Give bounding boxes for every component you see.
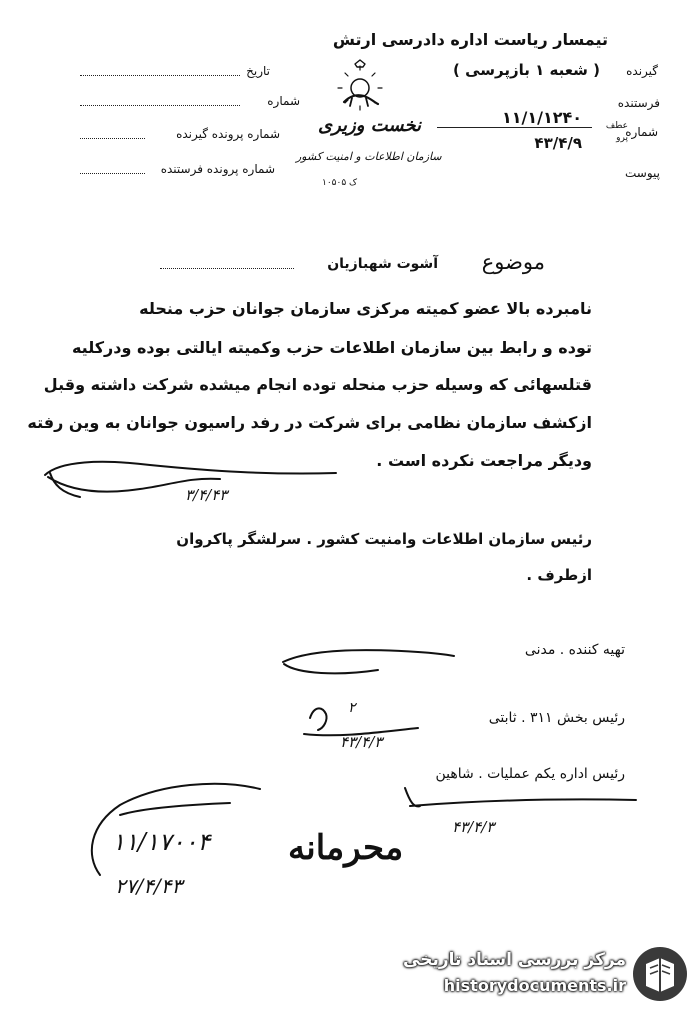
emblem-organization: سازمان اطلاعات و امنیت کشور [296, 150, 442, 163]
signatory-line: رئیس سازمان اطلاعات وامنیت کشور . سرلشگر پاکروان [176, 530, 592, 548]
number-underline [437, 127, 592, 128]
body-line-4: ازکشف سازمان نظامی برای شرکت در رفد راسیون جوانان به وین رفته [27, 413, 592, 432]
preparer-line: تهیه کننده . مدنی [524, 642, 625, 658]
handwritten-date-4: ۲۷/۴/۴۳ [115, 874, 183, 898]
body-line-2: توده و رابط بین سازمان اطلاعات حزب وکمیته ایالتی بوده ودرکلیه [71, 338, 592, 357]
watermark-url[interactable]: historydocuments.ir [443, 976, 626, 995]
section-head-line: رئیس بخش ۳۱۱ . ثابتی [488, 710, 625, 726]
date-field-label: تاریخ [246, 64, 270, 78]
handwritten-date-2: ۴۳/۴/۳ [340, 733, 383, 751]
subject-value: آشوت شهبازیان [327, 256, 438, 272]
watermark-title: مرکز بررسی اسناد تاریخی [403, 950, 626, 970]
subject-line [160, 268, 294, 269]
subject-label: موضوع [481, 250, 545, 274]
body-line-3: قتلسهائی که وسیله حزب منحله توده انجام میشده شرکت داشته وقبل [43, 375, 592, 394]
org-title: تیمسار ریاست اداره دادرسی ارتش [332, 30, 608, 49]
receiver-file-number-label: شماره پرونده گیرنده [176, 127, 280, 141]
signature-scribble-4 [400, 782, 640, 832]
signature-scribble-1 [40, 455, 340, 515]
confidential-stamp: محرمانه [288, 828, 404, 868]
body-line-1: نامبرده بالا عضو کمیته مرکزی سازمان جوانان حزب منحله [139, 299, 592, 318]
number-field-label: شماره [267, 94, 300, 108]
signature-scribble-2 [278, 640, 458, 690]
sender-label: فرستنده [617, 96, 660, 110]
date-value: ۴۳/۴/۹ [534, 134, 582, 152]
sender-file-number-line [80, 173, 145, 174]
signatory-on-behalf: ازطرف . [526, 566, 592, 584]
receiver-value: ( شعبه ۱ بازپرسی ) [453, 61, 600, 79]
number-value: ۱۱/۱/۱۲۴۰ [501, 108, 582, 127]
receiver-label: گیرنده [626, 64, 658, 78]
date-field-line [80, 75, 240, 76]
sender-file-number-label: شماره پرونده فرستنده [160, 162, 275, 176]
archive-logo-icon [632, 946, 688, 1002]
section-head-mark: ۲ [348, 700, 356, 716]
handwritten-reference-number: ۱۱/۱۷۰۰۴ [112, 828, 211, 856]
handwritten-date-3: ۴۳/۴/۳ [452, 818, 495, 836]
body-line-5: ودیگر مراجعت نکرده است . [376, 451, 592, 470]
emblem-ministry: نخست وزیری [318, 115, 422, 136]
number-field-line [80, 105, 240, 106]
number-sub-label: عطف پرو [605, 121, 628, 143]
attachment-label: پیوست [625, 166, 660, 180]
emblem-code: ک ۱۰۵۰۵ [322, 178, 358, 188]
office-head-line: رئیس اداره یکم عملیات . شاهین [435, 766, 625, 782]
lion-and-sun-emblem-icon [330, 58, 390, 118]
receiver-file-number-line [80, 138, 145, 139]
number-label: شماره [625, 125, 658, 139]
handwritten-date-1: ۳/۴/۴۳ [185, 486, 228, 504]
